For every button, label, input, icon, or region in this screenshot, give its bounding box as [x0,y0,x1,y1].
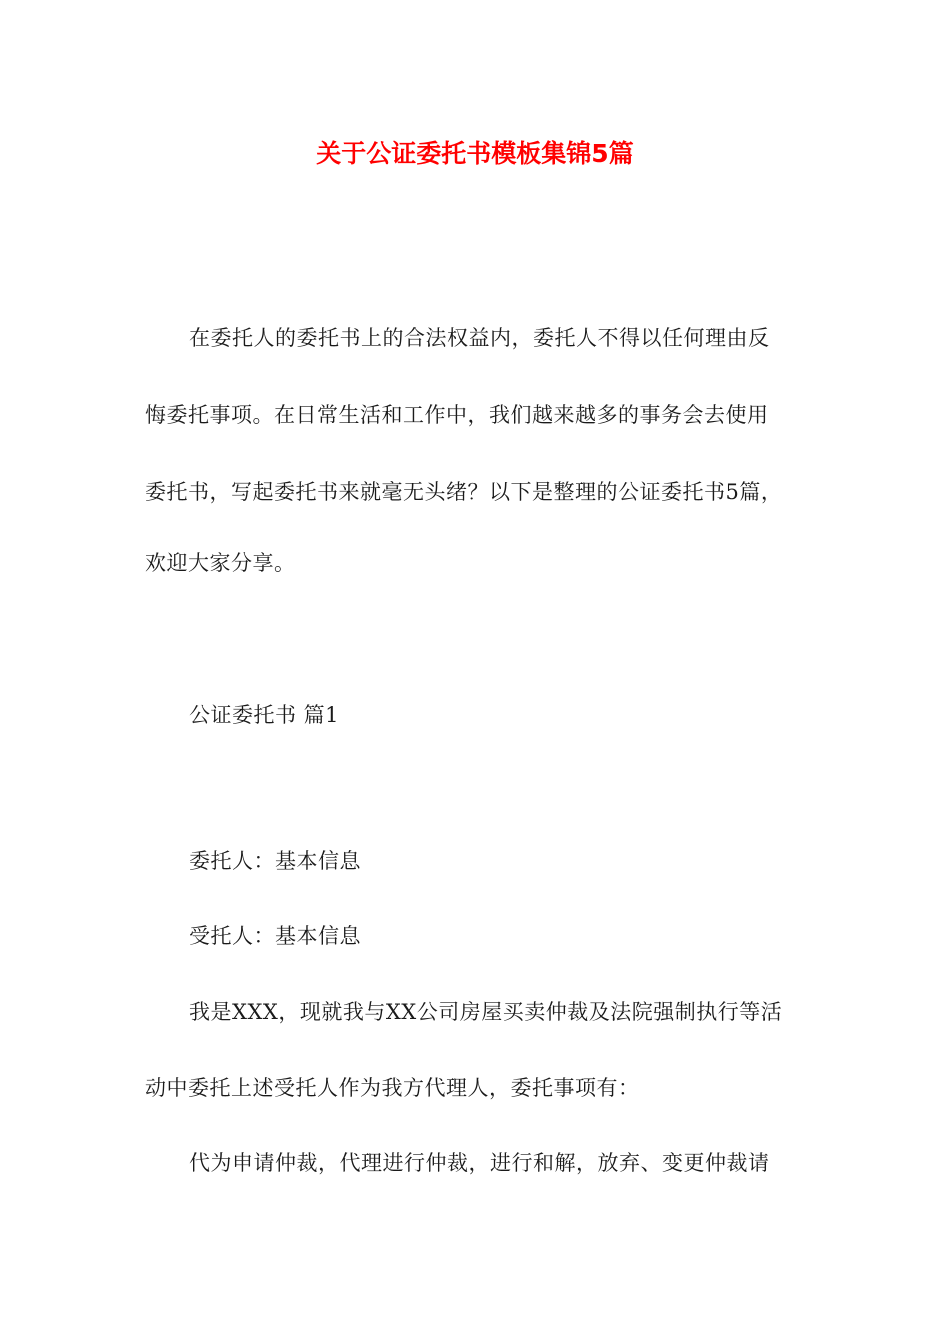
body-line-1: 我是XXX，现就我与XX公司房屋买卖仲裁及法院强制执行等活 [189,1000,783,1024]
body-line-3: 代为申请仲裁，代理进行仲裁，进行和解，放弃、变更仲裁请 [189,1151,770,1175]
intro-line-1: 在委托人的委托书上的合法权益内，委托人不得以任何理由反 [189,326,770,350]
section-heading: 公证委托书 篇1 [189,703,340,727]
intro-line-4: 欢迎大家分享。 [145,551,296,575]
intro-line-3: 委托书，写起委托书来就毫无头绪？以下是整理的公证委托书5篇， [145,480,783,504]
document-title: 关于公证委托书模板集锦5篇 [316,139,634,168]
principal-field: 委托人：基本信息 [189,849,361,873]
intro-line-2: 悔委托事项。在日常生活和工作中，我们越来越多的事务会去使用 [145,403,769,427]
agent-field: 受托人：基本信息 [189,924,361,948]
body-line-2: 动中委托上述受托人作为我方代理人，委托事项有： [145,1076,640,1100]
